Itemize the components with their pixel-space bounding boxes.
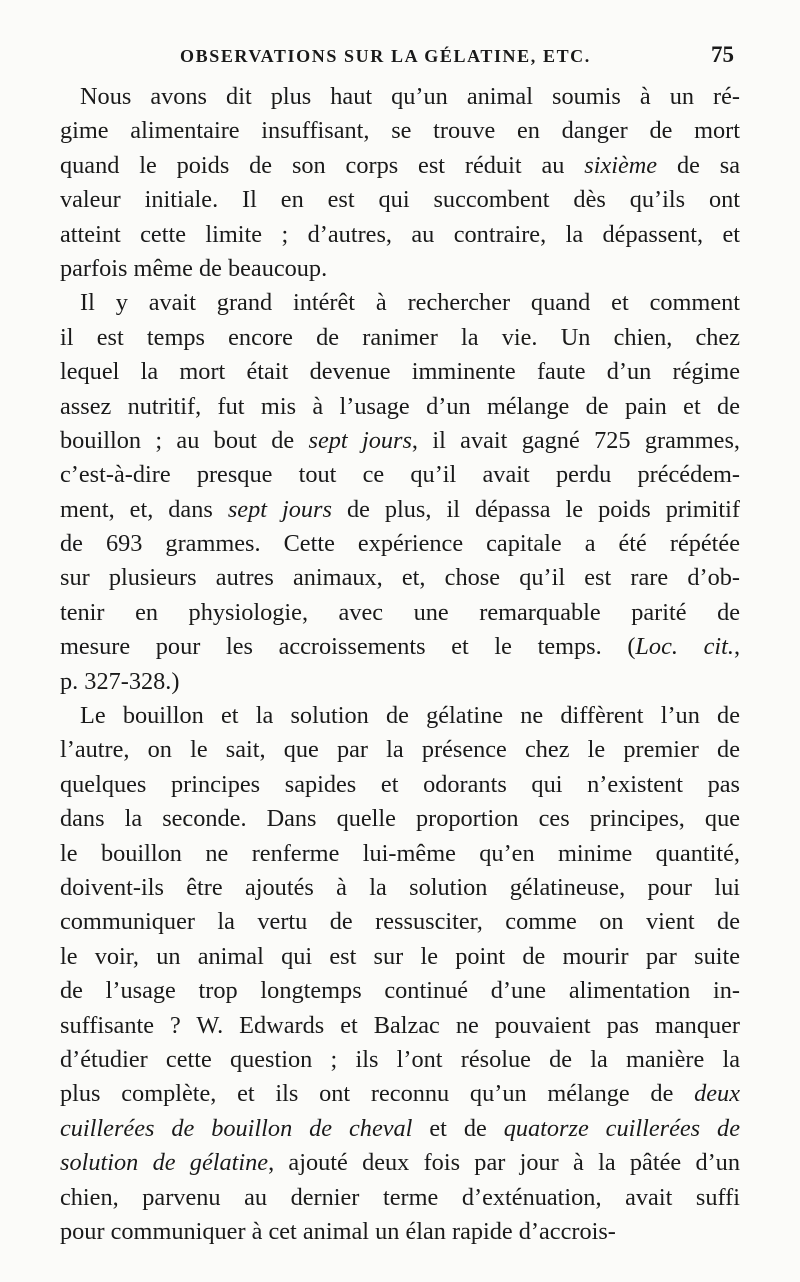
text-run: bouillon ; au bout de — [60, 426, 309, 454]
text-run: , — [733, 633, 741, 661]
text-line — [60, 1112, 740, 1146]
text-run: valeur initiale. Il en est qui succombent dès qu’ils ont — [60, 186, 740, 214]
paragraph — [60, 699, 740, 1249]
text-line — [60, 390, 740, 424]
text-run: , ajouté deux fois par jour à la pâtée d’un — [268, 1149, 740, 1177]
text-run: doivent-ils être ajoutés à la solution gélatineuse, pour lui — [60, 873, 740, 901]
italic-text: deux — [694, 1080, 740, 1108]
text-line — [60, 837, 740, 871]
text-line — [60, 424, 740, 458]
text-line — [60, 768, 740, 802]
text-run: Le bouillon et la solution de gélatine ne diffèrent l’un de — [80, 702, 740, 730]
text-line — [60, 630, 740, 664]
text-line — [60, 1181, 740, 1215]
italic-text: sixième — [584, 151, 658, 179]
text-line — [60, 1009, 740, 1043]
text-line — [60, 561, 740, 595]
text-run: de l’usage trop longtemps continué d’une alimentation in- — [60, 977, 740, 1005]
text-run: c’est-à-dire presque tout ce qu’il avait perdu précédem- — [60, 461, 740, 489]
text-run: mesure pour les accroissements et le temps. ( — [60, 633, 636, 661]
text-line — [60, 218, 740, 252]
italic-text: sept jours — [227, 495, 332, 523]
text-run: le bouillon ne renferme lui-même qu’en minime quantité, — [60, 839, 740, 867]
text-line — [60, 905, 740, 939]
text-run: le voir, un animal qui est sur le point de mourir par suite — [60, 942, 740, 970]
italic-text: quatorze cuillerées de — [503, 1114, 740, 1142]
text-run: assez nutritif, fut mis à l’usage d’un mélange de pain et de — [60, 392, 740, 420]
text-run: Il y avait grand intérêt à rechercher quand et comment — [80, 289, 740, 317]
text-run: lequel la mort était devenue imminente faute d’un régime — [60, 358, 740, 386]
text-line — [60, 940, 740, 974]
body-text — [60, 80, 740, 1249]
text-run: communiquer la vertu de ressusciter, comme on vient de — [60, 908, 740, 936]
text-run: parfois même de beaucoup. — [60, 254, 328, 282]
text-line — [60, 321, 740, 355]
text-line — [60, 149, 740, 183]
text-run: il est temps encore de ranimer la vie. Un chien, chez — [60, 323, 740, 351]
italic-text: solution de gélatine — [60, 1149, 269, 1177]
text-line — [60, 114, 740, 148]
text-line — [60, 183, 740, 217]
text-run: de 693 grammes. Cette expérience capitale a été répétée — [60, 530, 740, 558]
text-line — [60, 733, 740, 767]
paragraph — [60, 286, 740, 699]
page-number: 75 — [711, 42, 734, 67]
text-run: dans la seconde. Dans quelle proportion ces principes, que — [60, 805, 740, 833]
text-line — [60, 355, 740, 389]
text-line — [60, 596, 740, 630]
italic-text: cuillerées de bouillon de cheval — [60, 1114, 413, 1142]
text-run: ment, et, dans — [60, 495, 228, 523]
text-line — [60, 699, 740, 733]
text-line — [60, 458, 740, 492]
text-run: suffisante ? W. Edwards et Balzac ne pouvaient pas manquer — [60, 1011, 740, 1039]
page-header — [60, 42, 740, 76]
paragraph — [60, 80, 740, 286]
text-run: p. 327-328.) — [60, 667, 180, 695]
text-run: de sa — [657, 151, 740, 179]
text-run: tenir en physiologie, avec une remarquable parité de — [60, 598, 740, 626]
text-line — [60, 80, 740, 114]
text-line — [60, 1077, 740, 1111]
text-run: quand le poids de son corps est réduit au — [60, 151, 585, 179]
italic-text: sept jours — [308, 426, 412, 454]
text-line — [60, 665, 740, 699]
text-line — [60, 871, 740, 905]
italic-text: Loc. cit. — [635, 633, 734, 661]
text-line — [60, 286, 740, 320]
text-line — [60, 974, 740, 1008]
running-title: OBSERVATIONS SUR LA GÉLATINE, ETC. — [180, 46, 591, 66]
text-line — [60, 252, 740, 286]
text-run: sur plusieurs autres animaux, et, chose qu’il est rare d’ob- — [60, 564, 740, 592]
text-run: chien, parvenu au dernier terme d’exténuation, avait suffi — [60, 1183, 740, 1211]
text-run: d’étudier cette question ; ils l’ont résolue de la manière la — [60, 1045, 740, 1073]
text-run: et de — [412, 1114, 504, 1142]
text-run: plus complète, et ils ont reconnu qu’un mélange de — [60, 1080, 695, 1108]
text-line — [60, 1215, 740, 1249]
text-run: pour communiquer à cet animal un élan rapide d’accrois- — [60, 1217, 616, 1245]
text-run: de plus, il dépassa le poids primitif — [331, 495, 740, 523]
text-run: l’autre, on le sait, que par la présence chez le premier de — [60, 736, 740, 764]
text-line — [60, 527, 740, 561]
text-run: atteint cette limite ; d’autres, au contraire, la dépassent, et — [60, 220, 740, 248]
text-line — [60, 1043, 740, 1077]
text-line — [60, 493, 740, 527]
text-run: , il avait gagné 725 grammes, — [411, 426, 740, 454]
text-run: gime alimentaire insuffisant, se trouve en danger de mort — [60, 117, 740, 145]
text-run: quelques principes sapides et odorants qui n’existent pas — [60, 770, 740, 798]
text-line — [60, 1146, 740, 1180]
text-line — [60, 802, 740, 836]
text-run: Nous avons dit plus haut qu’un animal soumis à un ré- — [80, 83, 740, 110]
